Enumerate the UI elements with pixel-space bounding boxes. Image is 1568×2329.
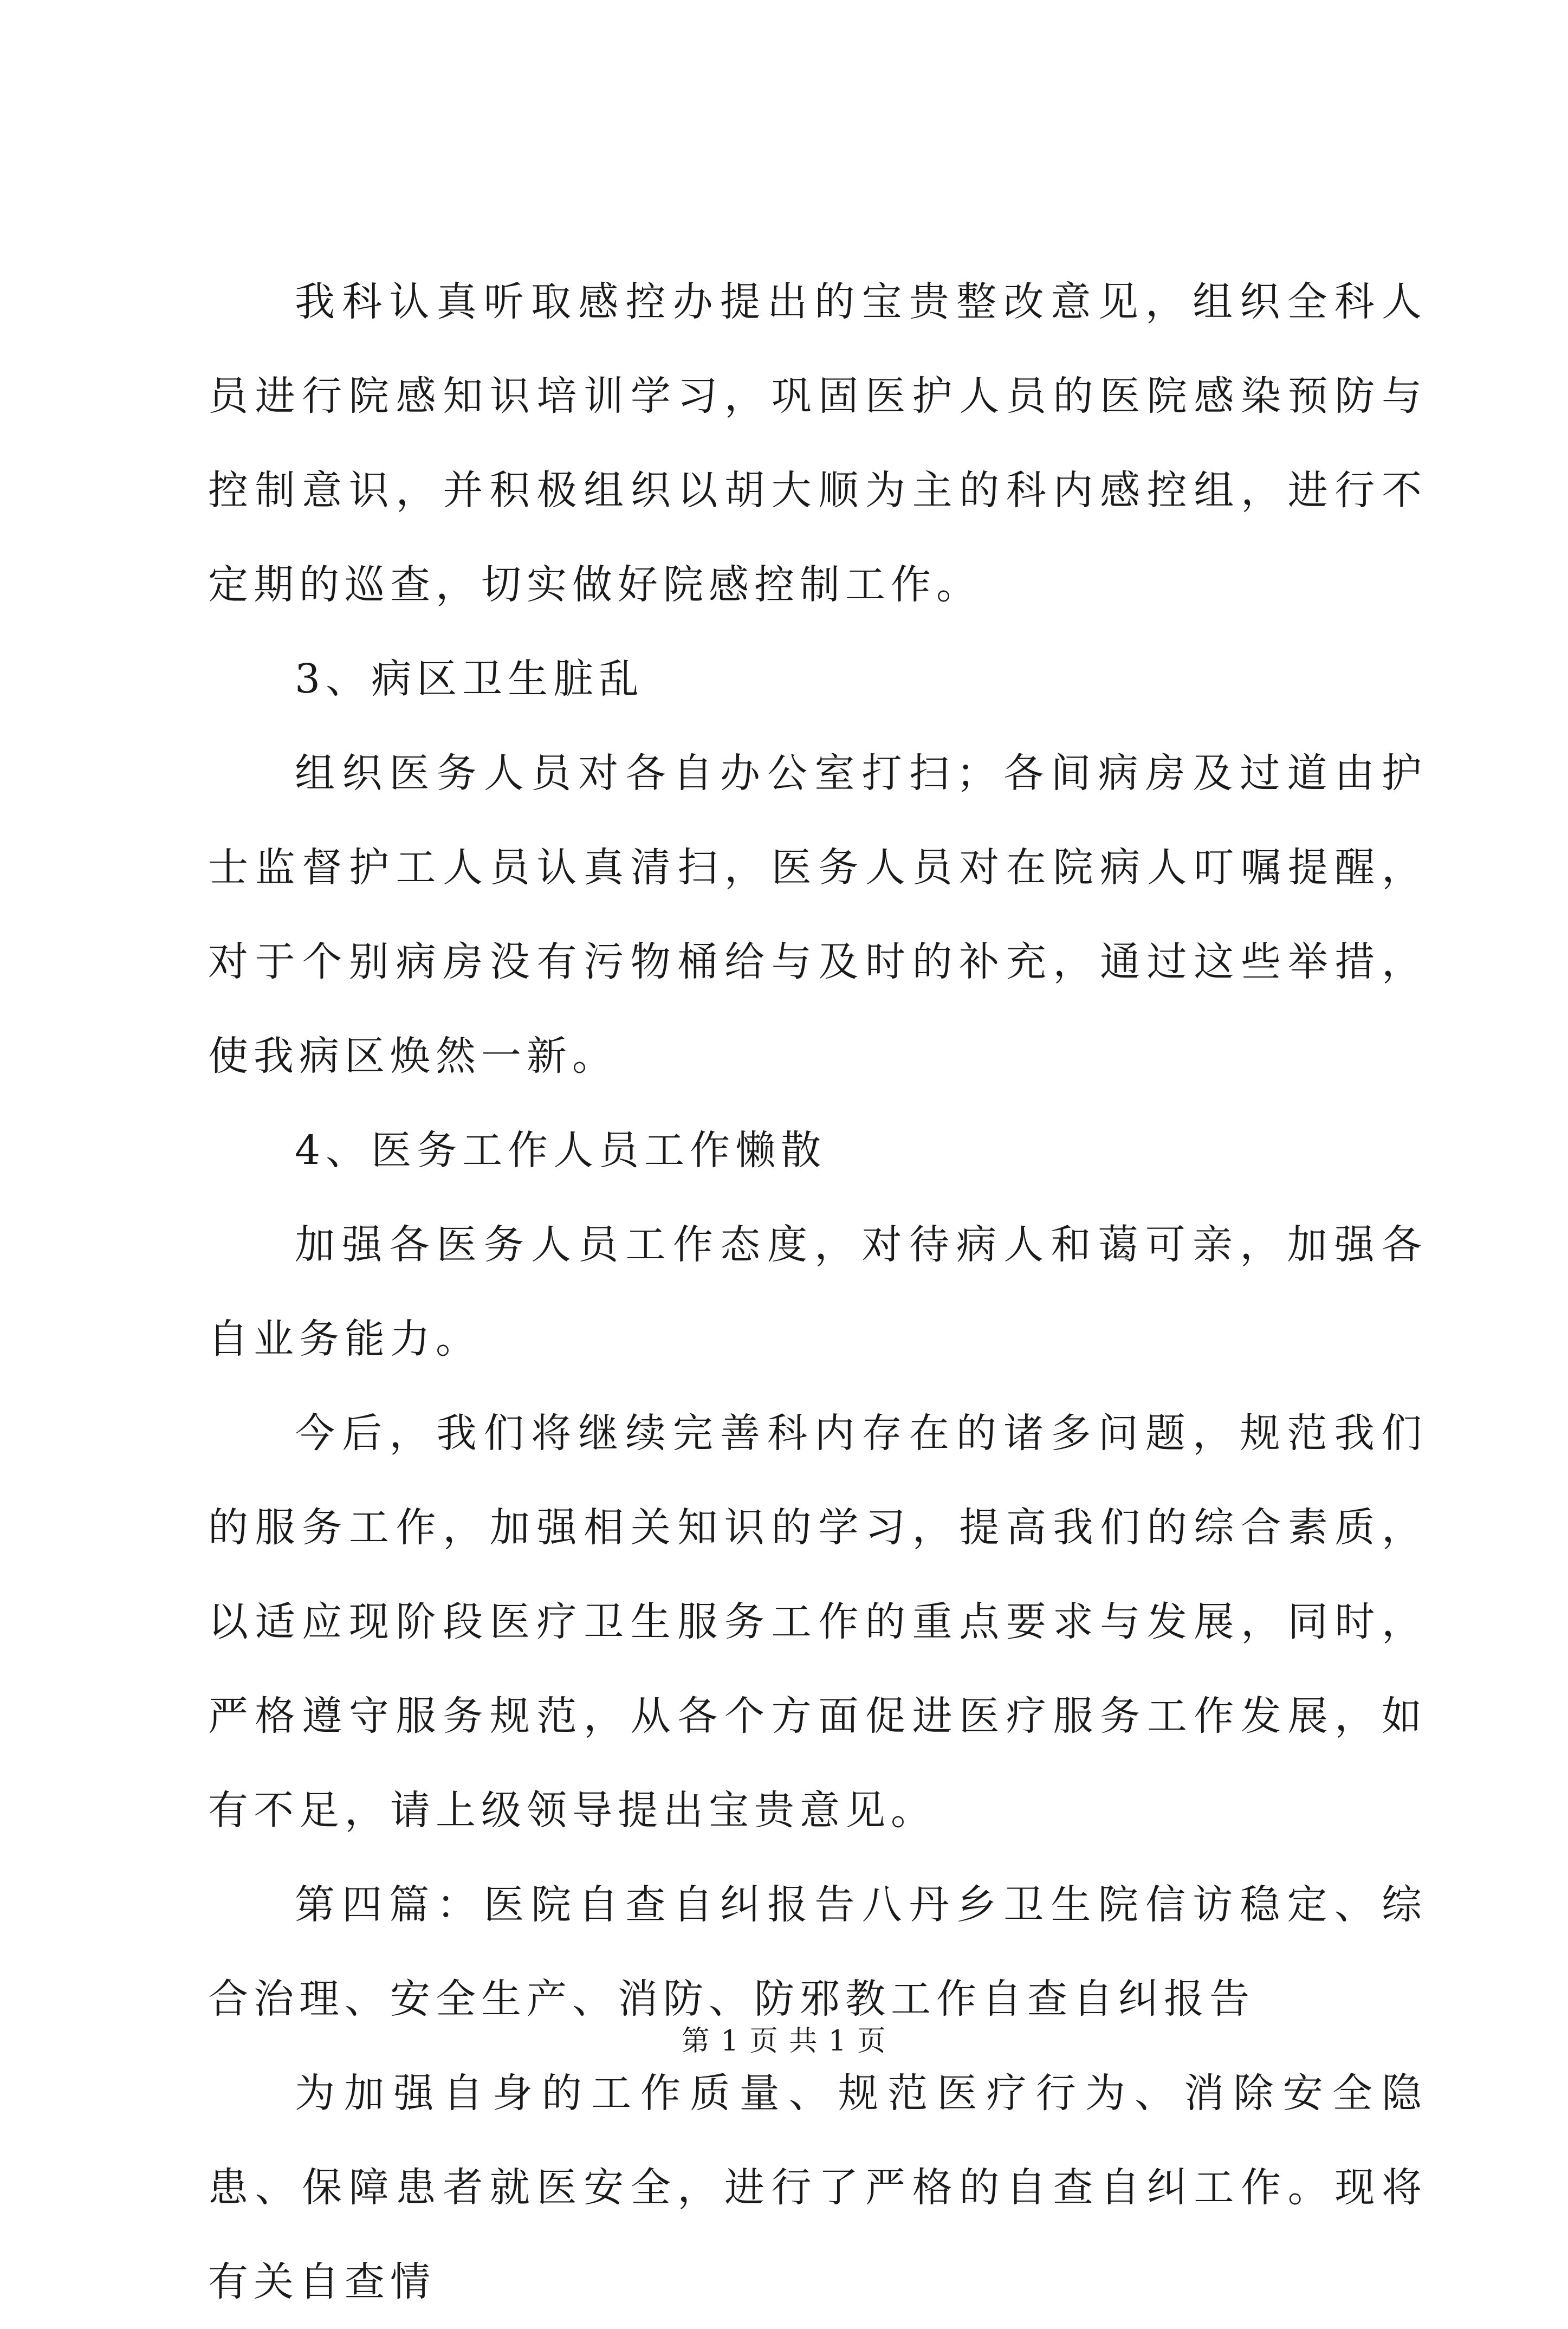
heading-staff-attitude: 4、医务工作人员工作懒散 bbox=[295, 1127, 827, 1174]
page-number-footer: 第 1 页 共 1 页 bbox=[681, 2025, 887, 2058]
heading-ward-hygiene: 3、病区卫生脏乱 bbox=[295, 656, 645, 702]
paragraph-staff-attitude: 加强各医务人员工作态度，对待病人和蔼可亲，加强各自业务能力。 bbox=[208, 1221, 1427, 1362]
paragraph-self-inspection-intro: 为加强自身的工作质量、规范医疗行为、消除安全隐患、保障患者就医安全，进行了严格的自查自纠工作。现将有关自查情 bbox=[208, 2070, 1427, 2305]
paragraph-future-plans: 今后，我们将继续完善科内存在的诸多问题，规范我们的服务工作，加强相关知识的学习，提高我们的综合素质，以适应现阶段医疗卫生服务工作的重点要求与发展，同时，严格遵守服务规范，从各个方面促进医疗服务工作发展，如有不足，请上级领导提出宝贵意见。 bbox=[208, 1410, 1427, 1834]
section-title-part-four: 第四篇：医院自查自纠报告八丹乡卫生院信访稳定、综合治理、安全生产、消防、防邪教工作自查自纠报告 bbox=[208, 1881, 1427, 2022]
paragraph-ward-cleaning: 组织医务人员对各自办公室打扫；各间病房及过道由护士监督护工人员认真清扫，医务人员对在院病人叮嘱提醒，对于个别病房没有污物桶给与及时的补充，通过这些举措，使我病区焕然一新。 bbox=[208, 750, 1427, 1079]
document-body bbox=[208, 255, 1427, 2329]
paragraph-infection-control: 我科认真听取感控办提出的宝贵整改意见，组织全科人员进行院感知识培训学习，巩固医护人员的医院感染预防与控制意识，并积极组织以胡大顺为主的科内感控组，进行不定期的巡查，切实做好院感控制工作。 bbox=[208, 279, 1427, 608]
